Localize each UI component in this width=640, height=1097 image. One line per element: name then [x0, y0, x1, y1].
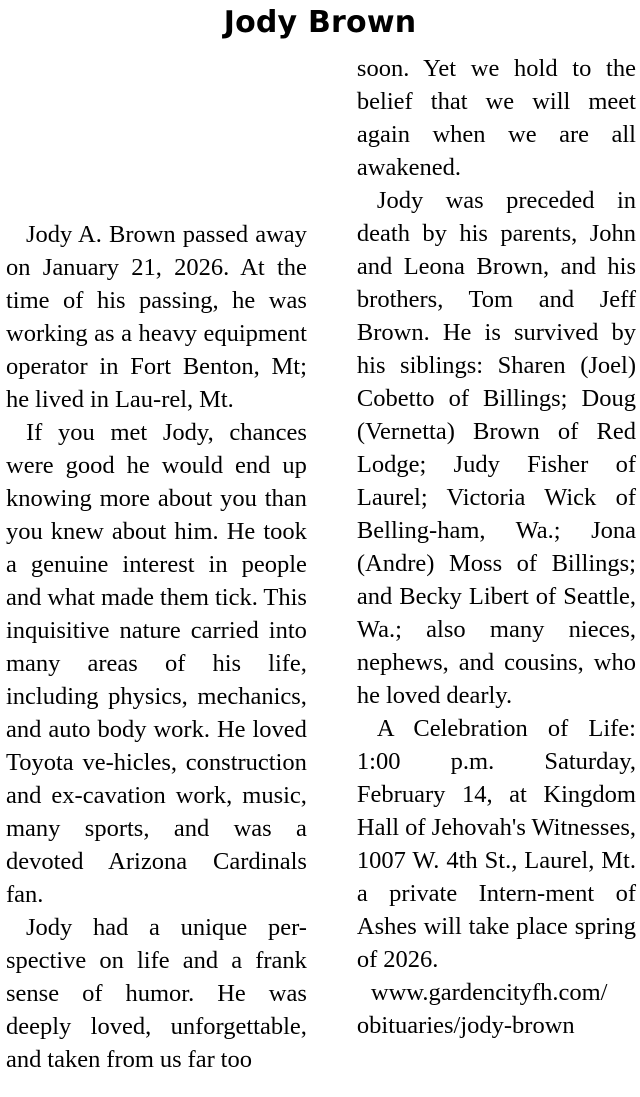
page-title: Jody Brown	[223, 5, 417, 40]
left-column	[4, 52, 307, 1097]
obituary-page	[0, 6, 640, 1097]
article-columns	[0, 52, 640, 1097]
paragraph: If you met Jody, chances were good he would end up knowing more about you than you knew about him. He took a genuine interest in people and what made them tick. This inquisitive nature carried into many areas of his life, including physics, mechanics, and auto body work. He loved Toyota ve-hicles, construction and ex-cavation work, music, many sports, and was a devoted Arizona Cardinals fan.	[6, 419, 307, 908]
paragraph: Jody A. Brown passed away on January 21, 2026. At the time of his passing, he was working as a heavy equipment operator in Fort Benton, Mt; he lived in Lau-rel, Mt.	[6, 221, 307, 413]
obituary-link[interactable]: www.gardencityfh.com/ obituaries/jody-brown	[356, 979, 608, 1039]
column-top-spacer	[6, 52, 307, 218]
paragraph: Jody was preceded in death by his parents, John and Leona Brown, and his brothers, Tom and Jeff Brown. He is survived by his siblings: Sharen (Joel) Cobetto of Billings; Doug (Vernetta) Brown of Red Lodge; Judy Fisher of Laurel; Victoria Wick of Belling-ham, Wa.; Jona (Andre) Moss of Billings; and Becky Libert of Seattle, Wa.; also many nieces, nephews, and cousins, who he loved dearly.	[356, 187, 636, 709]
paragraph: soon. Yet we hold to the belief that we will meet again when we are all awakened.	[356, 55, 636, 181]
paragraph: Jody had a unique per-spective on life and a frank sense of humor. He was deeply loved, unforgettable, and taken from us far too	[6, 914, 307, 1073]
paragraph: A Celebration of Life: 1:00 p.m. Saturday, February 14, at Kingdom Hall of Jehovah's Witnesses, 1007 W. 4th St., Laurel, Mt. a private Intern-ment of Ashes will take place spring of 2026.	[356, 715, 636, 973]
right-column	[333, 52, 636, 1097]
